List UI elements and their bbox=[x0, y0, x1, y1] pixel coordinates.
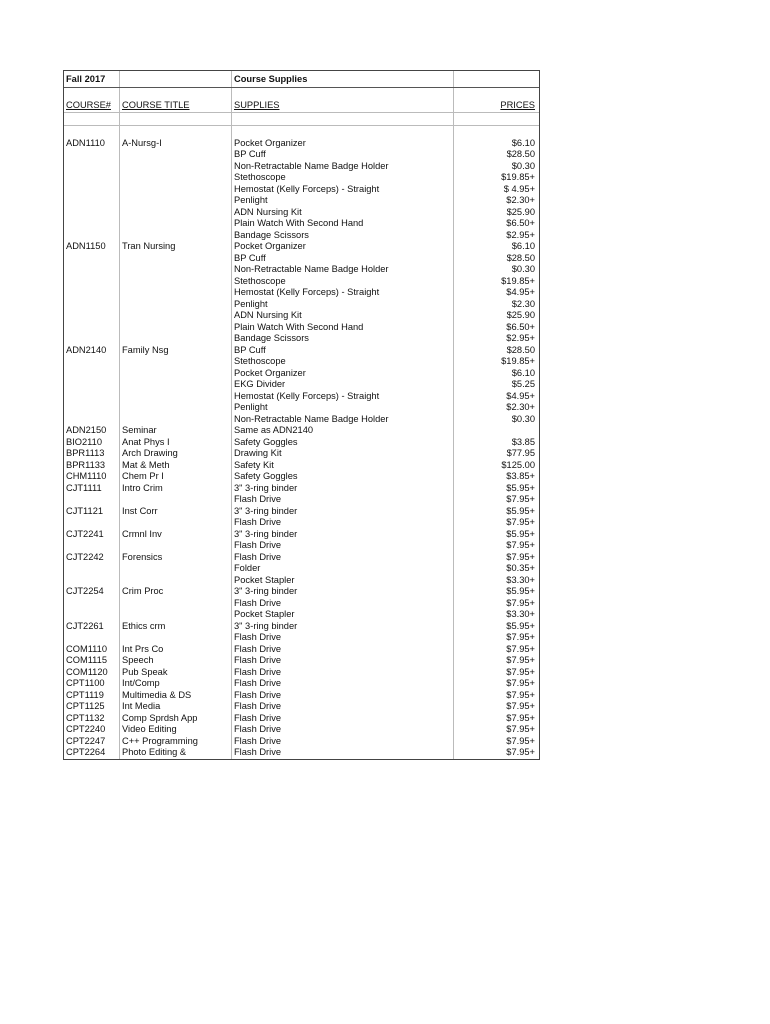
price-cell: $28.50 bbox=[453, 253, 539, 265]
table-row bbox=[64, 460, 539, 472]
supply-item-cell: BP Cuff bbox=[231, 149, 453, 161]
course-code-cell bbox=[64, 517, 119, 529]
course-code-cell: CPT1100 bbox=[66, 678, 105, 688]
course-title-cell: Crmnl Inv bbox=[119, 529, 231, 541]
empty-cell bbox=[453, 71, 539, 87]
table-row bbox=[64, 517, 539, 529]
supply-item-cell: Hemostat (Kelly Forceps) - Straight bbox=[231, 287, 453, 299]
price-cell: $7.95+ bbox=[453, 552, 539, 564]
spacer-row bbox=[64, 88, 539, 100]
course-code-cell bbox=[64, 161, 119, 173]
supply-item-cell: Flash Drive bbox=[231, 678, 453, 690]
supply-item-cell: Folder bbox=[231, 563, 453, 575]
table-row bbox=[64, 264, 539, 276]
course-title-cell bbox=[119, 563, 231, 575]
table-row bbox=[64, 448, 539, 460]
course-title-cell: Anat Phys I bbox=[119, 437, 231, 449]
supply-item-cell: Non-Retractable Name Badge Holder bbox=[231, 161, 453, 173]
course-code-cell: CJT2241 bbox=[66, 528, 104, 539]
course-title-cell: Arch Drawing bbox=[119, 448, 231, 460]
course-title-cell bbox=[119, 195, 231, 207]
supply-item-cell: ADN Nursing Kit bbox=[231, 310, 453, 322]
course-code-cell: ADN2140 bbox=[66, 344, 107, 355]
table-row bbox=[64, 195, 539, 207]
price-cell: $7.95+ bbox=[453, 644, 539, 656]
supplies-table bbox=[63, 70, 540, 760]
supply-item-cell: Flash Drive bbox=[231, 747, 453, 759]
course-code-cell: ADN1110 bbox=[66, 137, 105, 148]
course-title-cell bbox=[119, 184, 231, 196]
supply-item-cell: Flash Drive bbox=[231, 540, 453, 552]
table-row bbox=[64, 540, 539, 552]
course-title-cell: Int Prs Co bbox=[119, 644, 231, 656]
supply-item-cell: Bandage Scissors bbox=[231, 333, 453, 345]
course-title-cell: Int Media bbox=[119, 701, 231, 713]
course-title-cell: Seminar bbox=[119, 425, 231, 437]
supply-item-cell: Hemostat (Kelly Forceps) - Straight bbox=[231, 391, 453, 403]
supply-item-cell: Non-Retractable Name Badge Holder bbox=[231, 414, 453, 426]
course-code-cell bbox=[64, 598, 119, 610]
course-code-cell: COM1120 bbox=[66, 666, 108, 677]
course-title-cell: Pub Speak bbox=[119, 667, 231, 679]
table-row bbox=[64, 322, 539, 334]
sheet-title: Course Supplies bbox=[231, 71, 453, 87]
supply-item-cell: 3" 3-ring binder bbox=[231, 506, 453, 518]
table-row bbox=[64, 563, 539, 575]
course-title-cell: C++ Programming bbox=[119, 736, 231, 748]
course-title-cell: Family Nsg bbox=[119, 345, 231, 357]
course-code-cell bbox=[64, 391, 119, 403]
table-row bbox=[64, 586, 539, 598]
course-title-cell bbox=[119, 333, 231, 345]
supply-item-cell: Stethoscope bbox=[231, 356, 453, 368]
header-row bbox=[64, 71, 539, 88]
price-cell: $7.95+ bbox=[453, 724, 539, 736]
price-cell: $2.30+ bbox=[453, 195, 539, 207]
course-title-cell bbox=[119, 161, 231, 173]
course-code-cell bbox=[64, 322, 119, 334]
supply-item-cell: Pocket Stapler bbox=[231, 609, 453, 621]
table-row bbox=[64, 494, 539, 506]
course-title-cell: Chem Pr I bbox=[119, 471, 231, 483]
supply-item-cell: Flash Drive bbox=[231, 690, 453, 702]
course-title-cell: Crim Proc bbox=[119, 586, 231, 598]
course-title-cell bbox=[119, 402, 231, 414]
term-label: Fall 2017 bbox=[66, 74, 106, 84]
table-row bbox=[64, 747, 539, 759]
table-row bbox=[64, 333, 539, 345]
table-row bbox=[64, 276, 539, 288]
table-row bbox=[64, 713, 539, 725]
supply-item-cell: Safety Kit bbox=[231, 460, 453, 472]
price-cell: $25.90 bbox=[453, 310, 539, 322]
table-row bbox=[64, 575, 539, 587]
course-code-cell bbox=[64, 264, 119, 276]
price-cell: $3.85+ bbox=[453, 471, 539, 483]
course-title-cell: A-Nursg-I bbox=[119, 138, 231, 150]
price-cell: $28.50 bbox=[453, 345, 539, 357]
course-code-cell: ADN2150 bbox=[66, 425, 107, 435]
supply-item-cell: 3" 3-ring binder bbox=[231, 483, 453, 495]
price-cell: $7.95+ bbox=[453, 747, 539, 759]
course-title-cell: Int/Comp bbox=[119, 678, 231, 690]
course-title-cell bbox=[119, 207, 231, 219]
course-title-cell bbox=[119, 149, 231, 161]
course-code-cell: CPT2264 bbox=[66, 747, 106, 757]
supply-item-cell: 3" 3-ring binder bbox=[231, 621, 453, 633]
table-row bbox=[64, 184, 539, 196]
course-code-cell bbox=[64, 356, 119, 368]
course-code-cell bbox=[64, 276, 119, 288]
column-header-course: COURSE# bbox=[66, 100, 111, 110]
supply-item-cell: Stethoscope bbox=[231, 172, 453, 184]
price-cell: $3.30+ bbox=[453, 609, 539, 621]
price-cell: $77.95 bbox=[453, 448, 539, 460]
course-code-cell: ADN1150 bbox=[66, 241, 106, 251]
price-cell: $7.95+ bbox=[453, 540, 539, 552]
price-cell: $2.95+ bbox=[453, 333, 539, 345]
supply-item-cell: Flash Drive bbox=[231, 644, 453, 656]
course-code-cell: CJT1121 bbox=[66, 505, 104, 516]
price-cell: $5.95+ bbox=[453, 483, 539, 495]
course-code-cell: CHM1110 bbox=[66, 471, 107, 481]
price-cell: $ 4.95+ bbox=[453, 184, 539, 196]
column-header-course-title: COURSE TITLE bbox=[119, 100, 231, 112]
table-row bbox=[64, 667, 539, 679]
price-cell: $7.95+ bbox=[453, 632, 539, 644]
table-row bbox=[64, 299, 539, 311]
price-cell: $0.30 bbox=[453, 161, 539, 173]
table-row bbox=[64, 644, 539, 656]
table-row bbox=[64, 414, 539, 426]
table-row bbox=[64, 161, 539, 173]
course-title-cell: Intro Crim bbox=[119, 483, 231, 495]
course-title-cell: Forensics bbox=[119, 552, 231, 564]
course-code-cell: BPR1133 bbox=[66, 459, 106, 470]
course-code-cell: CPT1119 bbox=[66, 689, 104, 700]
supply-item-cell: Flash Drive bbox=[231, 655, 453, 667]
course-title-cell bbox=[119, 287, 231, 299]
price-cell: $5.95+ bbox=[453, 529, 539, 541]
supply-item-cell: BP Cuff bbox=[231, 253, 453, 265]
supply-item-cell: EKG Divider bbox=[231, 379, 453, 391]
table-row bbox=[64, 253, 539, 265]
supply-item-cell: Safety Goggles bbox=[231, 471, 453, 483]
price-cell: $25.90 bbox=[453, 207, 539, 219]
course-code-cell: CJT2242 bbox=[66, 551, 104, 562]
supply-item-cell: Pocket Stapler bbox=[231, 575, 453, 587]
course-title-cell bbox=[119, 598, 231, 610]
table-row bbox=[64, 402, 539, 414]
price-cell: $19.85+ bbox=[453, 172, 539, 184]
course-title-cell bbox=[119, 609, 231, 621]
table-row bbox=[64, 356, 539, 368]
price-cell: $0.30 bbox=[453, 264, 539, 276]
price-cell: $28.50 bbox=[453, 149, 539, 161]
course-title-cell: Multimedia & DS bbox=[119, 690, 231, 702]
table-row bbox=[64, 609, 539, 621]
price-cell: $7.95+ bbox=[453, 494, 539, 506]
table-row bbox=[64, 149, 539, 161]
supply-item-cell: Pocket Organizer bbox=[231, 241, 453, 253]
course-title-cell: Tran Nursing bbox=[119, 241, 231, 253]
table-row bbox=[64, 391, 539, 403]
course-code-cell: COM1115 bbox=[66, 655, 107, 665]
price-cell: $7.95+ bbox=[453, 667, 539, 679]
supply-item-cell: BP Cuff bbox=[231, 345, 453, 357]
course-code-cell: CPT2247 bbox=[66, 735, 106, 746]
table-row bbox=[64, 529, 539, 541]
course-title-cell bbox=[119, 172, 231, 184]
table-row bbox=[64, 425, 539, 437]
supply-item-cell: Plain Watch With Second Hand bbox=[231, 322, 453, 334]
price-cell: $2.95+ bbox=[453, 230, 539, 242]
course-code-cell bbox=[64, 575, 119, 587]
supply-item-cell: 3" 3-ring binder bbox=[231, 529, 453, 541]
table-row bbox=[64, 172, 539, 184]
course-title-cell bbox=[119, 276, 231, 288]
course-code-cell bbox=[64, 494, 119, 506]
price-cell: $6.10 bbox=[453, 138, 539, 150]
table-row bbox=[64, 207, 539, 219]
course-title-cell bbox=[119, 322, 231, 334]
column-header-prices: PRICES bbox=[453, 100, 539, 112]
price-cell: $4.95+ bbox=[453, 287, 539, 299]
table-row bbox=[64, 655, 539, 667]
supply-item-cell: Flash Drive bbox=[231, 552, 453, 564]
course-title-cell bbox=[119, 414, 231, 426]
course-title-cell bbox=[119, 575, 231, 587]
course-title-cell bbox=[119, 632, 231, 644]
course-code-cell bbox=[64, 414, 119, 426]
course-title-cell bbox=[119, 368, 231, 380]
course-code-cell bbox=[64, 149, 119, 161]
supply-item-cell: Flash Drive bbox=[231, 736, 453, 748]
price-cell: $5.25 bbox=[453, 379, 539, 391]
column-header-row bbox=[64, 100, 539, 113]
empty-cell bbox=[119, 71, 231, 87]
table-row bbox=[64, 368, 539, 380]
price-cell: $0.35+ bbox=[453, 563, 539, 575]
table-row bbox=[64, 701, 539, 713]
course-code-cell bbox=[64, 253, 119, 265]
course-code-cell bbox=[64, 287, 119, 299]
price-cell: $7.95+ bbox=[453, 713, 539, 725]
course-code-cell: BPR1113 bbox=[66, 448, 105, 458]
course-code-cell: CPT2240 bbox=[66, 724, 106, 734]
course-code-cell bbox=[64, 184, 119, 196]
supply-item-cell: Same as ADN2140 bbox=[231, 425, 453, 437]
price-cell: $6.10 bbox=[453, 241, 539, 253]
price-cell: $7.95+ bbox=[453, 736, 539, 748]
supply-item-cell: Flash Drive bbox=[231, 517, 453, 529]
course-code-cell bbox=[64, 632, 119, 644]
supply-item-cell: Flash Drive bbox=[231, 724, 453, 736]
course-code-cell bbox=[64, 540, 119, 552]
supply-item-cell: Non-Retractable Name Badge Holder bbox=[231, 264, 453, 276]
supply-item-cell: Flash Drive bbox=[231, 701, 453, 713]
price-cell: $7.95+ bbox=[453, 598, 539, 610]
supply-item-cell: Pocket Organizer bbox=[231, 138, 453, 150]
table-row bbox=[64, 437, 539, 449]
table-row bbox=[64, 552, 539, 564]
price-cell: $2.30+ bbox=[453, 402, 539, 414]
price-cell: $3.85 bbox=[453, 437, 539, 449]
course-code-cell: COM1110 bbox=[66, 643, 107, 654]
course-code-cell bbox=[64, 379, 119, 391]
table-row bbox=[64, 471, 539, 483]
course-title-cell bbox=[119, 379, 231, 391]
course-title-cell bbox=[119, 356, 231, 368]
table-row bbox=[64, 138, 539, 150]
course-title-cell bbox=[119, 391, 231, 403]
price-cell: $6.50+ bbox=[453, 322, 539, 334]
price-cell: $7.95+ bbox=[453, 655, 539, 667]
supply-item-cell: Penlight bbox=[231, 195, 453, 207]
price-cell: $125.00 bbox=[453, 460, 539, 472]
table-row bbox=[64, 218, 539, 230]
price-cell: $7.95+ bbox=[453, 678, 539, 690]
course-code-cell bbox=[64, 195, 119, 207]
course-title-cell bbox=[119, 494, 231, 506]
table-row bbox=[64, 230, 539, 242]
spacer-row bbox=[64, 126, 539, 138]
price-cell: $5.95+ bbox=[453, 506, 539, 518]
table-body bbox=[64, 138, 539, 759]
course-title-cell: Inst Corr bbox=[119, 506, 231, 518]
supply-item-cell: Flash Drive bbox=[231, 713, 453, 725]
course-title-cell: Speech bbox=[119, 655, 231, 667]
course-code-cell: CPT1125 bbox=[66, 701, 105, 711]
price-cell bbox=[453, 425, 539, 437]
supply-item-cell: Bandage Scissors bbox=[231, 230, 453, 242]
course-code-cell bbox=[64, 333, 119, 345]
supply-item-cell: Safety Goggles bbox=[231, 437, 453, 449]
supply-item-cell: ADN Nursing Kit bbox=[231, 207, 453, 219]
table-row bbox=[64, 736, 539, 748]
supply-item-cell: Stethoscope bbox=[231, 276, 453, 288]
price-cell: $19.85+ bbox=[453, 276, 539, 288]
table-row bbox=[64, 678, 539, 690]
course-title-cell: Photo Editing & bbox=[119, 747, 231, 759]
supply-item-cell: Penlight bbox=[231, 402, 453, 414]
table-row bbox=[64, 690, 539, 702]
table-row bbox=[64, 310, 539, 322]
course-code-cell bbox=[64, 563, 119, 575]
course-title-cell bbox=[119, 264, 231, 276]
course-code-cell: CPT1132 bbox=[66, 712, 105, 723]
supply-item-cell: Drawing Kit bbox=[231, 448, 453, 460]
course-title-cell: Comp Sprdsh App bbox=[119, 713, 231, 725]
column-header-supplies: SUPPLIES bbox=[231, 100, 453, 112]
price-cell: $6.50+ bbox=[453, 218, 539, 230]
price-cell: $7.95+ bbox=[453, 701, 539, 713]
price-cell: $6.10 bbox=[453, 368, 539, 380]
table-row bbox=[64, 724, 539, 736]
price-cell: $5.95+ bbox=[453, 586, 539, 598]
spacer-row bbox=[64, 113, 539, 126]
table-row bbox=[64, 621, 539, 633]
supply-item-cell: Flash Drive bbox=[231, 494, 453, 506]
course-code-cell bbox=[64, 368, 119, 380]
course-code-cell: CJT1111 bbox=[66, 482, 102, 493]
course-title-cell bbox=[119, 517, 231, 529]
supply-item-cell: Penlight bbox=[231, 299, 453, 311]
course-code-cell bbox=[64, 299, 119, 311]
course-code-cell bbox=[64, 207, 119, 219]
course-title-cell bbox=[119, 218, 231, 230]
course-title-cell: Mat & Meth bbox=[119, 460, 231, 472]
table-row bbox=[64, 287, 539, 299]
course-code-cell bbox=[64, 172, 119, 184]
course-title-cell bbox=[119, 299, 231, 311]
course-title-cell bbox=[119, 540, 231, 552]
price-cell: $3.30+ bbox=[453, 575, 539, 587]
price-cell: $4.95+ bbox=[453, 391, 539, 403]
table-row bbox=[64, 506, 539, 518]
course-title-cell bbox=[119, 253, 231, 265]
table-row bbox=[64, 379, 539, 391]
supply-item-cell: Plain Watch With Second Hand bbox=[231, 218, 453, 230]
course-code-cell bbox=[64, 218, 119, 230]
course-code-cell: CJT2254 bbox=[66, 586, 104, 596]
table-row bbox=[64, 483, 539, 495]
supply-item-cell: Pocket Organizer bbox=[231, 368, 453, 380]
price-cell: $7.95+ bbox=[453, 690, 539, 702]
course-code-cell bbox=[64, 230, 119, 242]
price-cell: $2.30 bbox=[453, 299, 539, 311]
supply-item-cell: Hemostat (Kelly Forceps) - Straight bbox=[231, 184, 453, 196]
course-code-cell bbox=[64, 402, 119, 414]
supply-item-cell: Flash Drive bbox=[231, 598, 453, 610]
table-row bbox=[64, 345, 539, 357]
course-title-cell: Ethics crm bbox=[119, 621, 231, 633]
supply-item-cell: Flash Drive bbox=[231, 667, 453, 679]
course-title-cell: Video Editing bbox=[119, 724, 231, 736]
table-row bbox=[64, 632, 539, 644]
course-title-cell bbox=[119, 310, 231, 322]
course-code-cell bbox=[64, 310, 119, 322]
price-cell: $5.95+ bbox=[453, 621, 539, 633]
course-code-cell bbox=[64, 609, 119, 621]
price-cell: $19.85+ bbox=[453, 356, 539, 368]
course-code-cell: BIO2110 bbox=[66, 436, 103, 447]
supply-item-cell: Flash Drive bbox=[231, 632, 453, 644]
price-cell: $7.95+ bbox=[453, 517, 539, 529]
price-cell: $0.30 bbox=[453, 414, 539, 426]
course-title-cell bbox=[119, 230, 231, 242]
table-row bbox=[64, 598, 539, 610]
table-row bbox=[64, 241, 539, 253]
supply-item-cell: 3" 3-ring binder bbox=[231, 586, 453, 598]
course-code-cell: CJT2261 bbox=[66, 620, 104, 631]
